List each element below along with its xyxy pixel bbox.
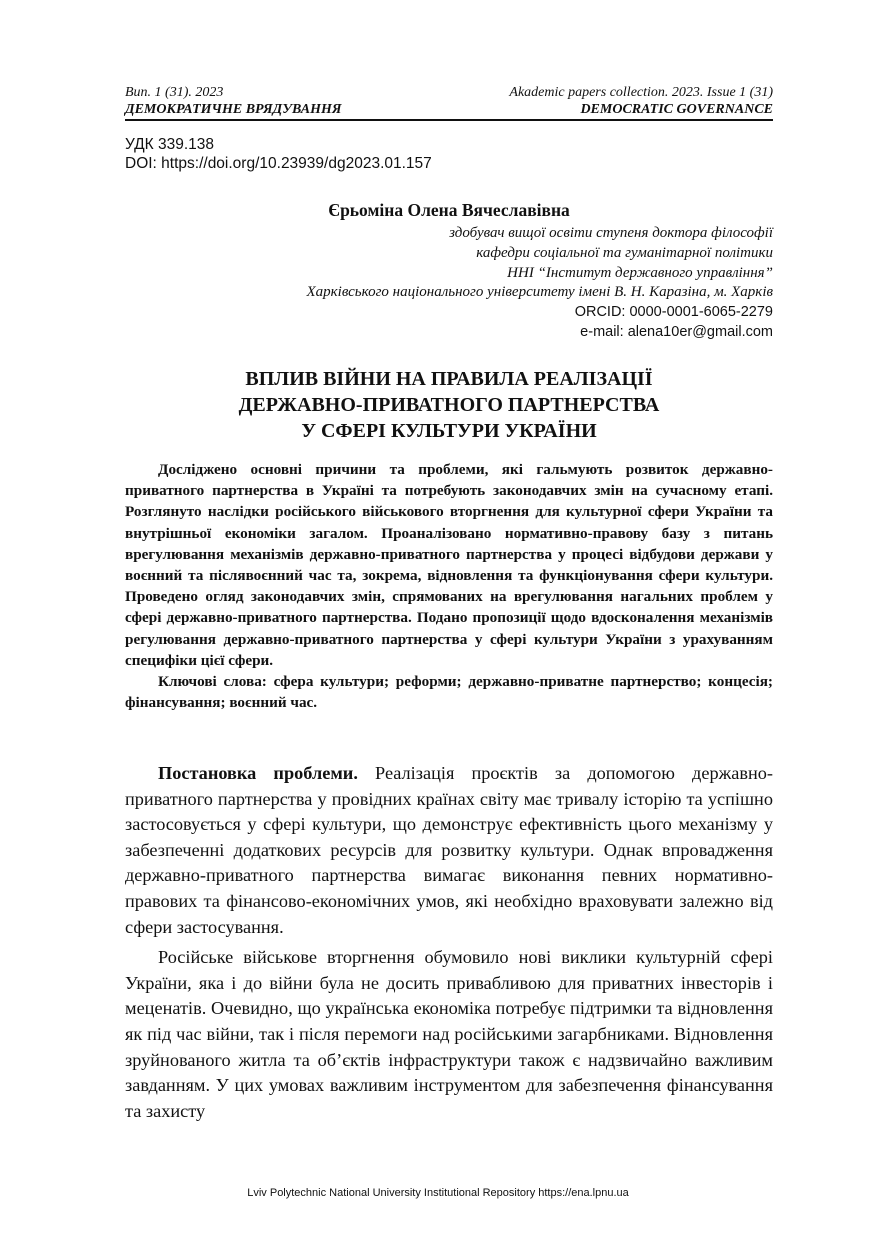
- title-line: ВПЛИВ ВІЙНИ НА ПРАВИЛА РЕАЛІЗАЦІЇ: [245, 368, 653, 390]
- affiliation-line: кафедри соціальної та гуманітарної політики: [476, 244, 773, 261]
- header-journal-ua: ДЕМОКРАТИЧНЕ ВРЯДУВАННЯ: [125, 102, 342, 117]
- header-issue-en: Akademic papers collection. 2023. Issue 1 (31): [509, 85, 773, 100]
- paragraph: Російське військове вторгнення обумовило нові виклики культурній сфері України, яка і до війни була не досить привабливою для приватних інвесторів і меценатів. Очевидно, що українська економіка потребує підтримки та відновлення як під час війни, так і після перемоги над російськими загарбниками. Відновлення зруйнованого житла та об’єктів інфраструктури також є надзвичайно важливим завданням. У цих умовах важливим інструментом для забезпечення фінансування та захисту: [125, 947, 773, 1121]
- paper-title: [125, 366, 773, 444]
- header-journal-en: DEMOCRATIC GOVERNANCE: [580, 102, 773, 117]
- title-line: ДЕРЖАВНО-ПРИВАТНОГО ПАРТНЕРСТВА: [238, 394, 660, 416]
- repository-footer: Lviv Polytechnic National University Institutional Repository https://ena.lpnu.ua: [247, 1187, 629, 1199]
- section-heading: Постановка проблеми.: [158, 763, 358, 783]
- author-name: Єрьоміна Олена Вячеславівна: [328, 200, 570, 220]
- paragraph: [125, 761, 773, 940]
- affiliation-line: Харківського національного університету імені В. Н. Каразіна, м. Харків: [306, 284, 773, 301]
- title-line: У СФЕРІ КУЛЬТУРИ УКРАЇНИ: [301, 420, 597, 442]
- running-header: [125, 84, 773, 118]
- affiliation-line: здобувач вищої освіти ступеня доктора філософії: [449, 225, 773, 241]
- email[interactable]: e-mail: alena10er@gmail.com: [580, 323, 773, 340]
- body-text: [125, 761, 773, 1124]
- header-issue-ua: Вип. 1 (31). 2023: [125, 85, 224, 100]
- orcid[interactable]: ORCID: 0000-0001-6065-2279: [574, 304, 773, 321]
- paragraph-text: Реалізація проєктів за допомогою державно-приватного партнерства у провідних країнах світу має тривалу історію та успішно застосовується у сфері культури, що демонструє ефективність цього механізму у забезпеченні додаткових ресурсів для розвитку культури. Однак впровадження державно-приватного партнерства вимагає виконання певних нормативно-правових та фінансово-економічних умов, які необхідно враховувати залежно від сфери застосування.: [125, 763, 773, 937]
- header-rule: [125, 119, 773, 121]
- abstract-text: Досліджено основні причини та проблеми, які гальмують розвиток державно-приватного партнерства в Україні та потребують законодавчих змін на сучасному етапі. Розглянуто наслідки російського військового вторгнення для культурної сфери України та внутрішньої економіки загалом. Проаналізовано нормативно-правову базу з питань врегулювання механізмів державно-приватного партнерства у процесі відбудови держави у воєнний та післявоєнний час та, зокрема, відновлення та функціонування сфери культури. Проведено огляд законодавчих змін, спрямованих на врегулювання нагальних проблем у сфері державно-приватного партнерства. Подано пропозиції щодо вдосконалення механізмів регулювання державно-приватного партнерства у сфері культури України з урахуванням специфіки цієї сфери.: [125, 461, 773, 669]
- udc-code: УДК 339.138: [125, 136, 215, 153]
- doi-link[interactable]: DOI: https://doi.org/10.23939/dg2023.01.157: [125, 155, 432, 172]
- identifiers: [125, 135, 432, 173]
- author-affiliation: [306, 224, 773, 343]
- keywords: Ключові слова: сфера культури; реформи; державно-приватне партнерство; концесія; фінансування; воєнний час.: [125, 673, 773, 712]
- abstract: [125, 459, 773, 713]
- affiliation-line: ННІ “Інститут державного управління”: [507, 264, 773, 281]
